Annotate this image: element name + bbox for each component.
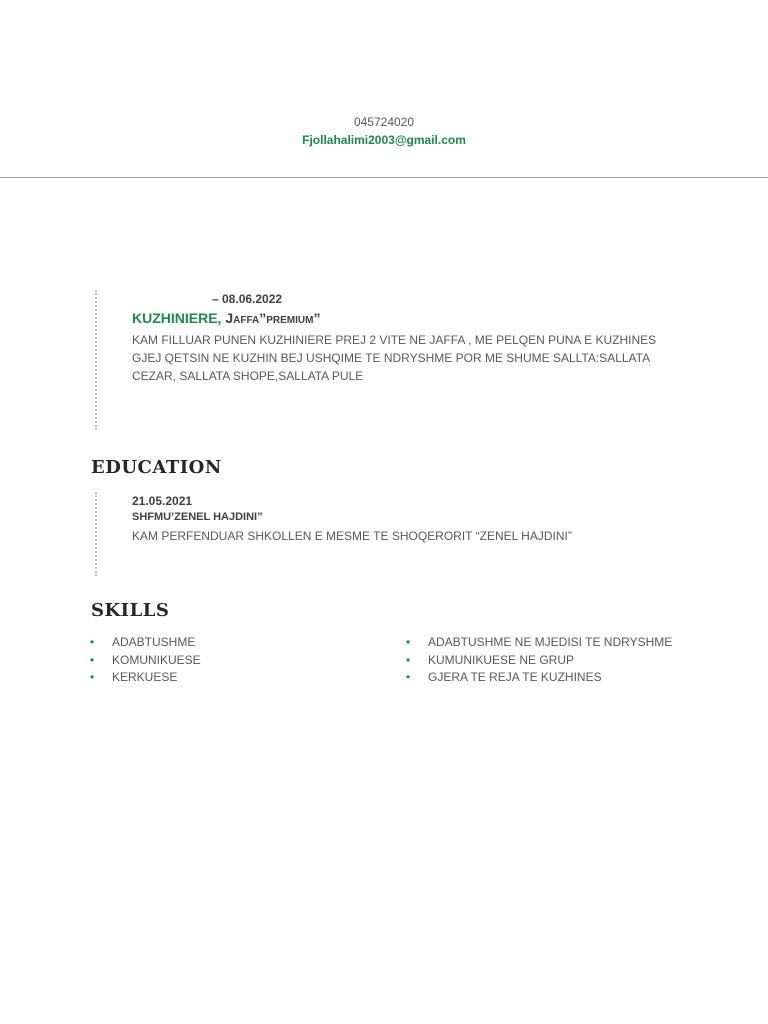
experience-title — [132, 310, 320, 326]
experience-description: KAM FILLUAR PUNEN KUZHINIERE PREJ 2 VITE NE JAFFA , ME PELQEN PUNA E KUZHINES GJEJ QETSIN NE KUZHIN BEJ USHQIME TE NDRYSHME POR ME SHUME SALLTA:SALLATA CEZAR, SALLATA SHOPE,SALLATA PULE — [132, 333, 657, 383]
bullet-icon: • — [90, 635, 95, 649]
experience-role: KUZHINIERE, — [132, 310, 222, 326]
education-school: SHFMU’ZENEL HAJDINI” — [132, 511, 263, 523]
header-divider — [0, 177, 768, 178]
bullet-icon: • — [406, 635, 411, 649]
phone-number: 045724020 — [353, 115, 415, 129]
skill-label: ADABTUSHME — [112, 635, 196, 649]
skill-item — [406, 634, 672, 652]
education-description: KAM PERFENDUAR SHKOLLEN E MESME TE SHOQERORIT “ZENEL HAJDINI” — [132, 529, 572, 543]
skills-list-right — [406, 634, 672, 687]
skills-list-left — [90, 634, 201, 687]
bullet-icon: • — [90, 652, 95, 667]
skill-label: KOMUNIKUESE — [112, 652, 201, 667]
skill-item — [90, 669, 201, 687]
skill-item — [90, 652, 201, 670]
bullet-icon: • — [406, 652, 411, 667]
skill-item — [406, 652, 672, 670]
experience-date: – 08.06.2022 — [212, 292, 283, 306]
bullet-icon: • — [406, 670, 411, 684]
skill-item — [406, 669, 672, 687]
email-address[interactable]: Fjollahalimi2003@gmail.com — [302, 133, 466, 147]
skill-label: KUMUNIKUESE NE GRUP — [428, 652, 575, 667]
skills-heading: SKILLS — [91, 600, 170, 621]
education-dotted-line — [95, 492, 97, 576]
skill-label: KERKUESE — [112, 670, 178, 684]
education-heading: EDUCATION — [91, 457, 222, 478]
skill-item — [90, 634, 201, 652]
experience-company: Jaffa”premium” — [225, 310, 321, 326]
education-date: 21.05.2021 — [132, 494, 193, 508]
experience-dotted-line — [95, 290, 97, 430]
bullet-icon: • — [90, 670, 95, 684]
skill-label: ADABTUSHME NE MJEDISI TE NDRYSHME — [428, 635, 673, 649]
skill-label: GJERA TE REJA TE KUZHINES — [428, 670, 602, 684]
